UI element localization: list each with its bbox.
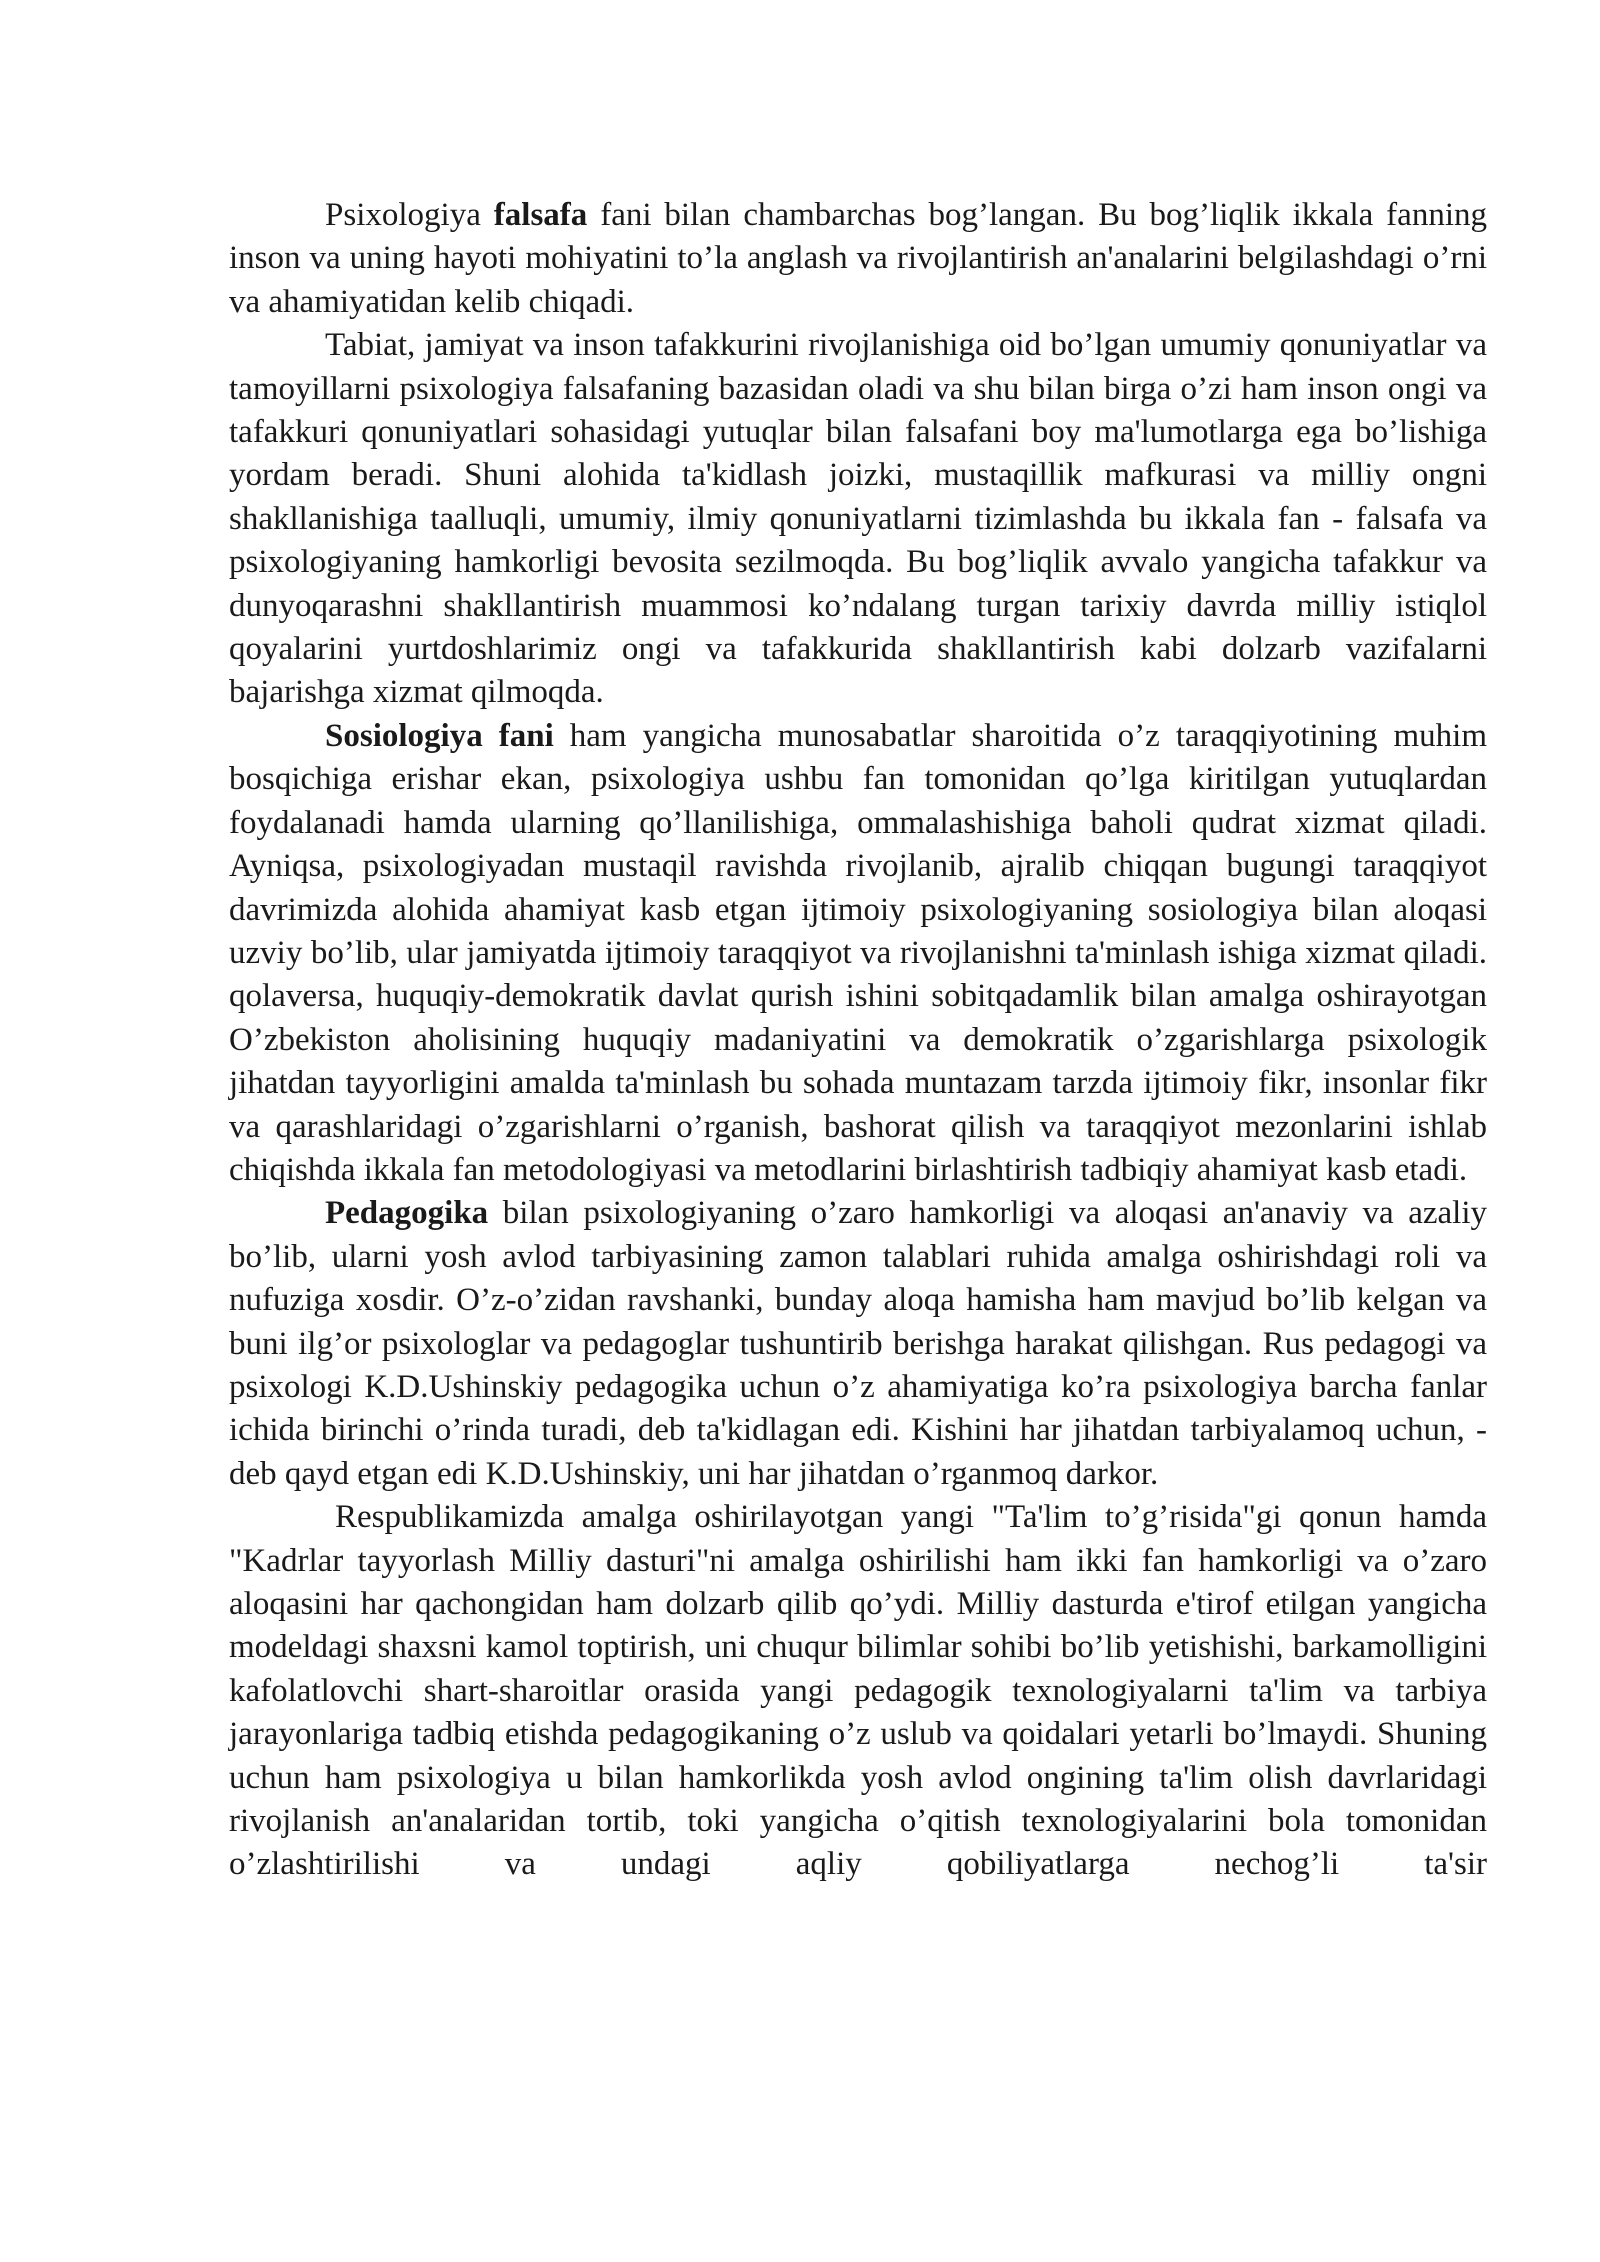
paragraph-falsafa (229, 194, 1487, 324)
paragraph-text: bilan psixologiyaning o’zaro hamkorligi va aloqasi an'anaviy va azaliy bo’lib, ularni yosh avlod tarbiyasining zamon talablari ruhida amalga oshirishdagi roli va nufuziga xosdir. O’z-o’zidan ravshanki, bunday aloqa hamisha ham mavjud bo’lib kelgan va buni ilg’or psixologlar va pedagoglar tushuntirib berishga harakat qilishgan. Rus pedagogi va psixologi K.D.Ushinskiy pedagogika uchun o’z ahamiyatiga ko’ra psixologiya barcha fanlar ichida birinchi o’rinda turadi, deb ta'kidlagan edi. Kishini har jihatdan tarbiyalamoq uchun, - deb qayd etgan edi K.D.Ushinskiy, uni har jihatdan o’rganmoq darkor. (229, 1195, 1487, 1492)
document-page (229, 194, 1487, 1887)
bold-term-pedagogika: Pedagogika (325, 1195, 489, 1232)
paragraph-text: fani bilan chambarchas bog’langan. Bu bog’liqlik ikkala fanning inson va uning hayoti mohiyatini to’la anglash va rivojlantirish an'analarini belgilashdagi o’rni va ahamiyatidan kelib chiqadi. (229, 197, 1487, 320)
paragraph-tabiat (229, 324, 1487, 715)
bold-term-falsafa: falsafa (493, 197, 588, 233)
bold-term-sosiologiya: Sosiologiya fani (325, 717, 554, 754)
paragraph-text: Tabiat, jamiyat va inson tafakkurini rivojlanishiga oid bo’lgan umumiy qonuniyatlar va tamoyillarni psixologiya falsafaning bazasidan oladi va shu bilan birga o’zi ham inson ongi va tafakkuri qonuniyatlari sohasidagi yutuqlar bilan falsafani boy ma'lumotlarga ega bo’lishiga yordam beradi. Shuni alohida ta'kidlash joizki, mustaqillik mafkurasi va milliy ongni shakllanishiga taalluqli, umumiy, ilmiy qonuniyatlarni tizimlashda bu ikkala fan - falsafa va psixologiyaning hamkorligi bevosita sezilmoqda. Bu bog’liqlik avvalo yangicha tafakkur va dunyoqarashni shakllantirish muammosi ko’ndalang turgan tarixiy davrda milliy istiqlol qoyalarini yurtdoshlarimiz ongi va tafakkurida shakllantirish kabi dolzarb vazifalarni bajarishga xizmat qilmoqda. (229, 327, 1487, 711)
paragraph-text: ham yangicha munosabatlar sharoitida o’z taraqqiyotining muhim bosqichiga erishar ekan, psixologiya ushbu fan tomonidan qo’lga kiritilgan yutuqlardan foydalanadi hamda ularning qo’llanilishiga, ommalashishiga baholi qudrat xizmat qiladi. Ayniqsa, psixologiyadan mustaqil ravishda rivojlanib, ajralib chiqqan bugungi taraqqiyot davrimizda alohida ahamiyat kasb etgan ijtimoiy psixologiyaning sosiologiya bilan aloqasi uzviy bo’lib, ular jamiyatda ijtimoiy taraqqiyot va rivojlanishni ta'minlash ishiga xizmat qiladi. qolaversa, huquqiy-demokratik davlat qurish ishini sobitqadamlik bilan amalga oshirayotgan O’zbekiston aholisining huquqiy madaniyatini va demokratik o’zgarishlarga psixologik jihatdan tayyorligini amalda ta'minlash bu sohada muntazam tarzda ijtimoiy fikr, insonlar fikr va qarashlaridagi o’zgarishlarni o’rganish, bashorat qilish va taraqqiyot mezonlarini ishlab chiqishda ikkala fan metodologiyasi va metodlarini birlashtirish tadbiqiy ahamiyat kasb etadi. (229, 717, 1487, 1188)
paragraph-respublikamizda (229, 1496, 1487, 1887)
paragraph-sosiologiya (229, 715, 1487, 1192)
paragraph-pedagogika (229, 1192, 1487, 1496)
paragraph-lead: Psixologiya (325, 197, 494, 233)
paragraph-text: Respublikamizda amalga oshirilayotgan yangi "Ta'lim to’g’risida"gi qonun hamda "Kadrlar tayyorlash Milliy dasturi"ni amalga oshirilishi ham ikki fan hamkorligi va o’zaro aloqasini har qachongidan ham dolzarb qilib qo’ydi. Milliy dasturda e'tirof etilgan yangicha modeldagi shaxsni kamol toptirish, uni chuqur bilimlar sohibi bo’lib yetishishi, barkamolligini kafolatlovchi shart-sharoitlar orasida yangi pedagogik texnologiyalarni ta'lim va tarbiya jarayonlariga tadbiq etishda pedagogikaning o’z uslub va qoidalari yetarli bo’lmaydi. Shuning uchun ham psixologiya u bilan hamkorlikda yosh avlod ongining ta'lim olish davrlaridagi rivojlanish an'analaridan tortib, toki yangicha o’qitish texnologiyalarini bola tomonidan o’zlashtirilishi va undagi aqliy qobiliyatlarga nechog’li ta'sir (229, 1499, 1487, 1883)
